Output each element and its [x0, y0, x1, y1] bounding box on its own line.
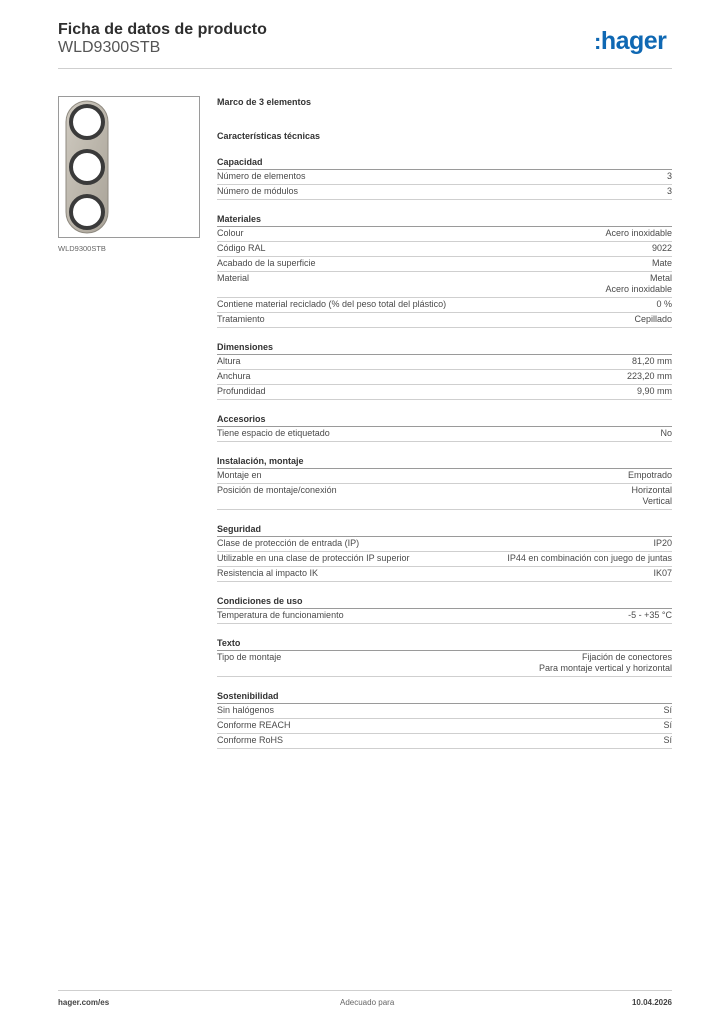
spec-value-line: Cepillado	[634, 314, 672, 324]
frame-opening-3	[71, 196, 103, 228]
spec-label: Altura	[217, 356, 241, 366]
tech-title: Características técnicas	[217, 131, 321, 141]
product-image	[58, 96, 200, 238]
spec-section	[217, 213, 672, 328]
spec-section	[217, 341, 672, 400]
spec-section	[217, 455, 672, 510]
spec-row	[217, 242, 672, 257]
spec-value-line: Metal	[649, 273, 672, 283]
section-title: Accesorios	[217, 413, 672, 427]
spec-value-line: 0 %	[656, 299, 672, 309]
section-title: Texto	[217, 637, 672, 651]
spec-section	[217, 595, 672, 624]
spec-label: Montaje en	[217, 470, 262, 480]
product-code: WLD9300STB	[58, 39, 161, 56]
spec-row	[217, 370, 672, 385]
section-title: Sostenibilidad	[217, 690, 672, 704]
spec-label: Clase de protección de entrada (IP)	[217, 538, 360, 548]
spec-value-line: IP20	[653, 538, 672, 548]
spec-label: Número de elementos	[217, 171, 306, 181]
spec-value	[663, 705, 672, 716]
spec-row	[217, 704, 672, 719]
spec-value-line: IP44 en combinación con juego de juntas	[507, 553, 672, 563]
section-title: Materiales	[217, 213, 672, 227]
spec-value	[653, 568, 672, 579]
spec-value-line: Empotrado	[627, 470, 672, 480]
triple-frame-illustration	[59, 97, 199, 237]
spec-row	[217, 272, 672, 298]
section-title: Condiciones de uso	[217, 595, 672, 609]
frame-opening-2	[71, 151, 103, 183]
spec-value-line: No	[660, 428, 672, 438]
spec-value	[653, 538, 672, 549]
spec-row	[217, 567, 672, 582]
spec-row	[217, 185, 672, 200]
spec-label: Tratamiento	[217, 314, 265, 324]
spec-label: Número de módulos	[217, 186, 299, 196]
spec-section	[217, 637, 672, 677]
spec-label: Colour	[217, 228, 244, 238]
spec-value-line: Sí	[663, 705, 672, 715]
spec-label: Temperatura de funcionamiento	[217, 610, 344, 620]
spec-section	[217, 523, 672, 582]
spec-label: Utilizable en una clase de protección IP superior	[217, 553, 410, 563]
spec-value	[627, 371, 672, 382]
document-title: Ficha de datos de producto	[58, 21, 267, 38]
brand-name: hager	[600, 27, 667, 55]
spec-value-line: 3	[666, 186, 672, 196]
frame-opening-1	[71, 106, 103, 138]
spec-row	[217, 227, 672, 242]
spec-row	[217, 385, 672, 400]
spec-value-line: Horizontal	[631, 485, 672, 495]
spec-section	[217, 690, 672, 749]
spec-row	[217, 651, 672, 677]
spec-value-line: Vertical	[642, 496, 672, 506]
spec-label: Anchura	[217, 371, 251, 381]
spec-value	[631, 485, 672, 507]
spec-row	[217, 537, 672, 552]
spec-sections	[217, 156, 672, 749]
spec-label: Conforme REACH	[217, 720, 291, 730]
header-divider	[58, 68, 672, 69]
spec-row	[217, 719, 672, 734]
spec-value	[652, 243, 672, 254]
section-title: Capacidad	[217, 156, 672, 170]
spec-value-line: Sí	[663, 735, 672, 745]
spec-value-line: 223,20 mm	[626, 371, 672, 381]
spec-label: Resistencia al impacto IK	[217, 568, 319, 578]
spec-section	[217, 413, 672, 442]
spec-label: Conforme RoHS	[217, 735, 284, 745]
spec-value	[634, 314, 672, 325]
spec-value-line: -5 - +35 °C	[628, 610, 672, 620]
spec-value-line: Fijación de conectores	[581, 652, 672, 662]
spec-value-line: Acero inoxidable	[605, 284, 672, 294]
spec-value-line: Acero inoxidable	[605, 228, 672, 238]
spec-label: Acabado de la superficie	[217, 258, 316, 268]
spec-row	[217, 313, 672, 328]
spec-value-line: IK07	[653, 568, 672, 578]
spec-value	[628, 470, 672, 481]
section-title: Dimensiones	[217, 341, 672, 355]
spec-row	[217, 427, 672, 442]
spec-value-line: 9022	[651, 243, 672, 253]
footer-middle: Adecuado para	[340, 998, 395, 1007]
spec-value	[605, 228, 672, 239]
spec-value	[628, 610, 672, 621]
spec-label: Posición de montaje/conexión	[217, 485, 337, 495]
spec-label: Código RAL	[217, 243, 266, 253]
spec-value-line: Para montaje vertical y horizontal	[538, 663, 672, 673]
spec-content	[217, 96, 672, 749]
spec-label: Profundidad	[217, 386, 266, 396]
brand-logo: :hager	[594, 27, 667, 55]
spec-value	[652, 258, 672, 269]
spec-row	[217, 469, 672, 484]
spec-value	[663, 735, 672, 746]
spec-value	[507, 553, 672, 564]
spec-value	[539, 652, 672, 674]
spec-value	[663, 720, 672, 731]
section-title: Instalación, montaje	[217, 455, 672, 469]
spec-row	[217, 484, 672, 510]
spec-row	[217, 298, 672, 313]
footer-divider	[58, 990, 672, 991]
spec-label: Contiene material reciclado (% del peso total del plástico)	[217, 299, 447, 309]
spec-value-line: Sí	[663, 720, 672, 730]
section-title: Seguridad	[217, 523, 672, 537]
spec-row	[217, 734, 672, 749]
spec-value	[660, 428, 672, 439]
spec-row	[217, 552, 672, 567]
spec-label: Tipo de montaje	[217, 652, 282, 662]
spec-value-line: Mate	[651, 258, 672, 268]
spec-value	[632, 356, 672, 367]
product-name: Marco de 3 elementos	[217, 97, 312, 107]
spec-label: Sin halógenos	[217, 705, 275, 715]
spec-row	[217, 355, 672, 370]
spec-row	[217, 257, 672, 272]
spec-value	[637, 386, 672, 397]
spec-value	[656, 299, 672, 310]
spec-section	[217, 156, 672, 200]
spec-value-line: 9,90 mm	[636, 386, 672, 396]
spec-label: Tiene espacio de etiquetado	[217, 428, 330, 438]
spec-value-line: 81,20 mm	[631, 356, 672, 366]
footer-website: hager.com/es	[58, 998, 110, 1007]
footer-date: 10.04.2026	[631, 998, 672, 1007]
spec-row	[217, 170, 672, 185]
spec-row	[217, 609, 672, 624]
spec-value	[667, 171, 672, 182]
spec-value	[667, 186, 672, 197]
spec-label: Material	[217, 273, 250, 283]
image-caption: WLD9300STB	[58, 244, 106, 253]
spec-value-line: 3	[666, 171, 672, 181]
spec-value	[605, 273, 672, 295]
